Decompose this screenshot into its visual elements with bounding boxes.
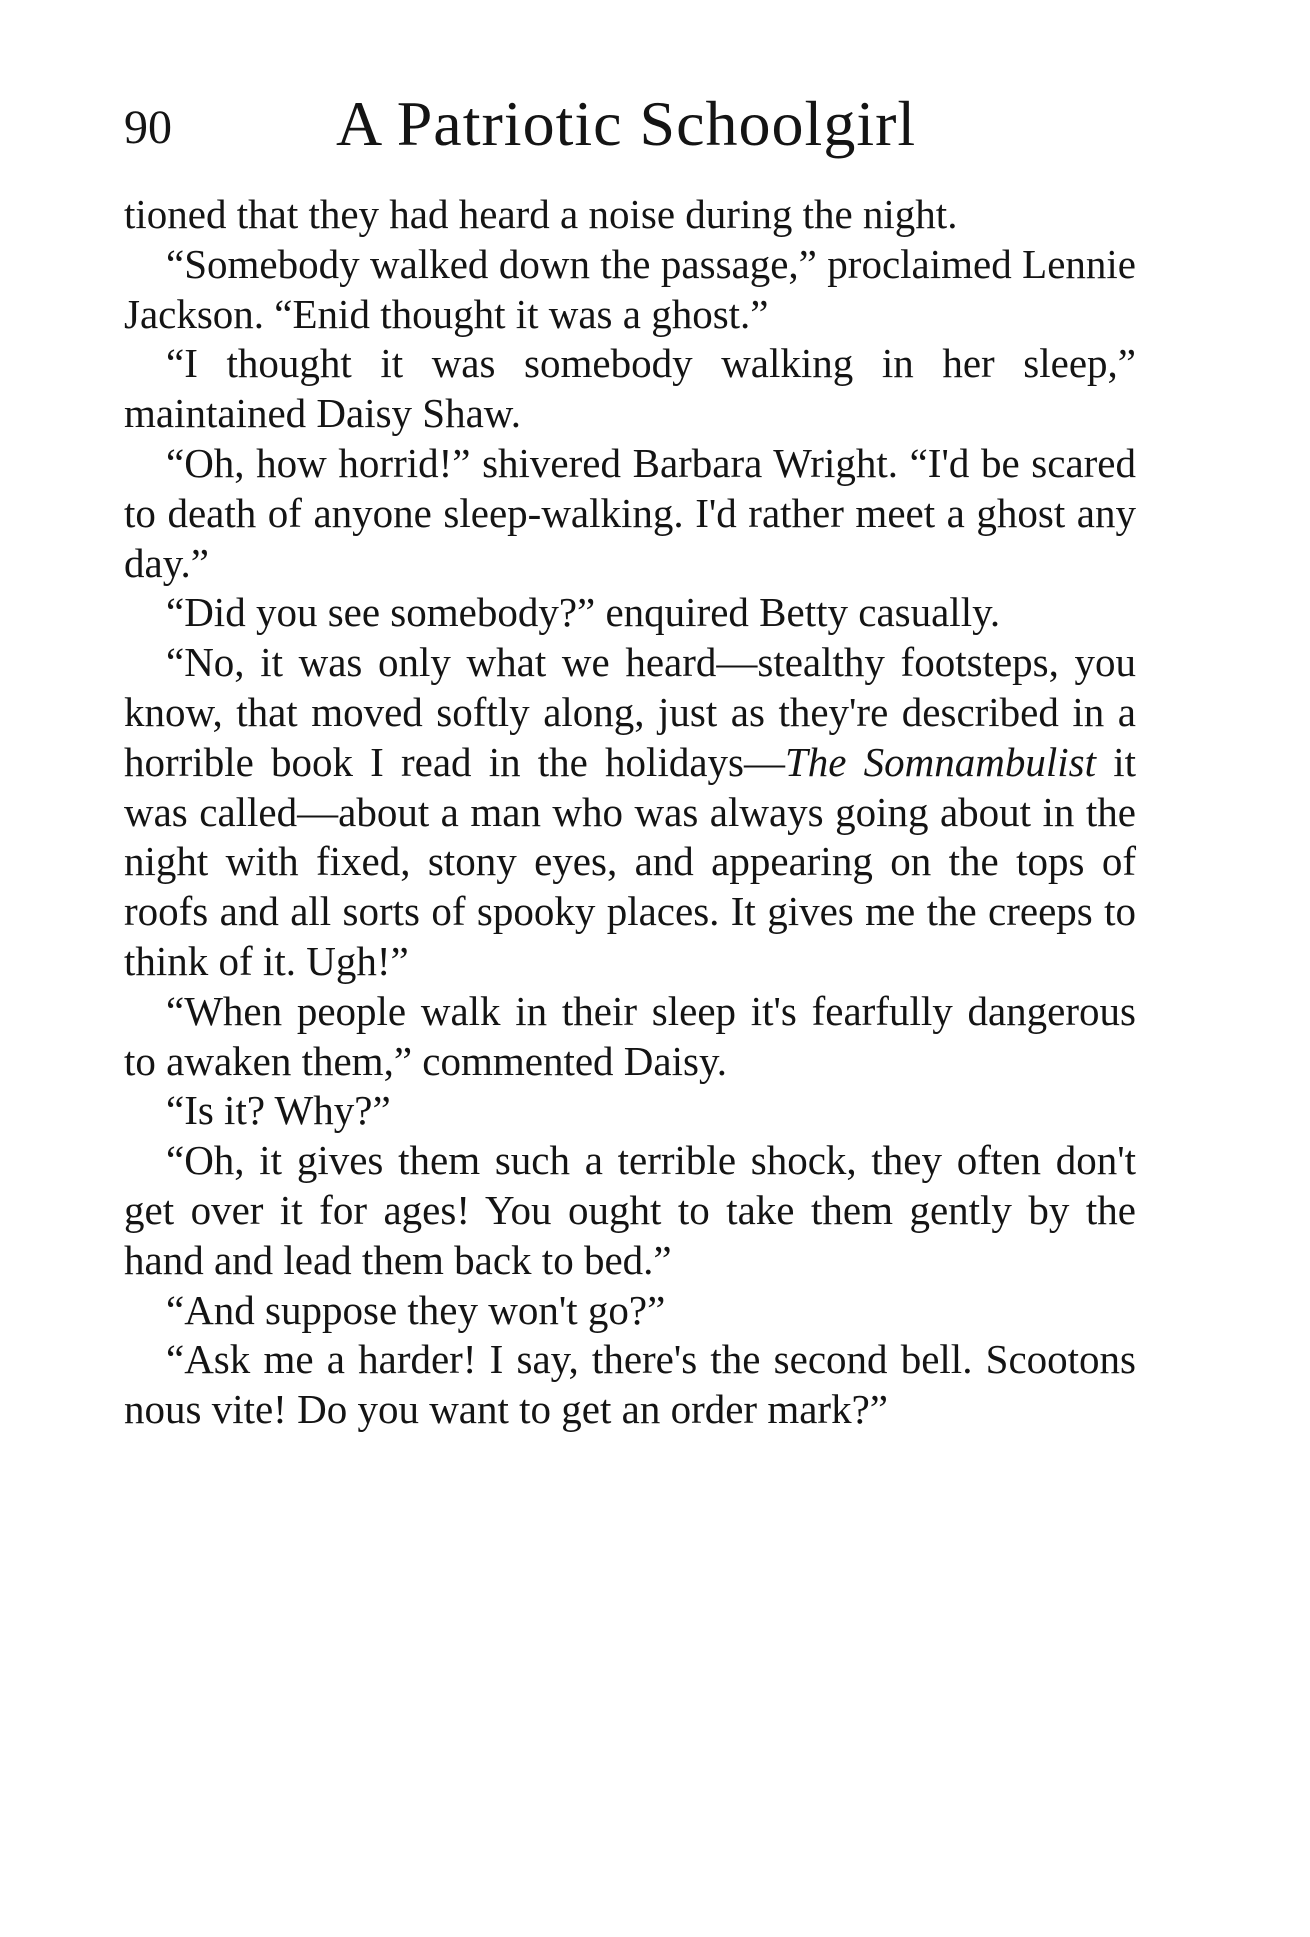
paragraph-2: “Somebody walked down the passage,” proclaimed Lennie Jackson. “Enid thought it was a ghost.”	[124, 240, 1136, 337]
paragraph-9: “Oh, it gives them such a terrible shock, they often don't get over it for ages! You ought to take them gently by the hand and lead them back to bed.”	[124, 1137, 1136, 1283]
paragraph-8: “Is it? Why?”	[166, 1087, 391, 1134]
running-title: A Patriotic Schoolgirl	[336, 88, 917, 159]
paragraph-6	[124, 638, 1136, 987]
book-title-italic: The Somnambulist	[784, 738, 1097, 785]
paragraph-11: “Ask me a harder! I say, there's the second bell. Scootons nous vite! Do you want to get an order mark?”	[124, 1336, 1136, 1433]
paragraph-6-text-start: “No, it was only what we heard—stealthy footsteps, you know, that moved softly along, just as they're described in a horrible book I read in the holidays—	[124, 639, 1136, 785]
paragraph-10: “And suppose they won't go?”	[166, 1286, 666, 1333]
paragraph-1: tioned that they had heard a noise during the night.	[124, 191, 958, 237]
paragraph-3: “I thought it was somebody walking in her sleep,” maintained Daisy Shaw.	[124, 340, 1136, 437]
paragraph-7: “When people walk in their sleep it's fearfully dangerous to awaken them,” commented Daisy.	[124, 987, 1136, 1084]
paragraph-4: “Oh, how horrid!” shivered Barbara Wright. “I'd be scared to death of anyone sleep-walking. I'd rather meet a ghost any day.”	[124, 439, 1136, 586]
paragraph-6-text-end: it was called—about a man who was always going about in the night with fixed, stony eyes, and appearing on the tops of roofs and all sorts of spooky places. It gives me the creeps to think of it. Ugh!”	[124, 738, 1136, 984]
running-head	[124, 88, 1134, 168]
paragraph-5: “Did you see somebody?” enquired Betty casually.	[166, 589, 1001, 636]
page-number: 90	[124, 101, 172, 154]
body-text	[124, 190, 1136, 1435]
